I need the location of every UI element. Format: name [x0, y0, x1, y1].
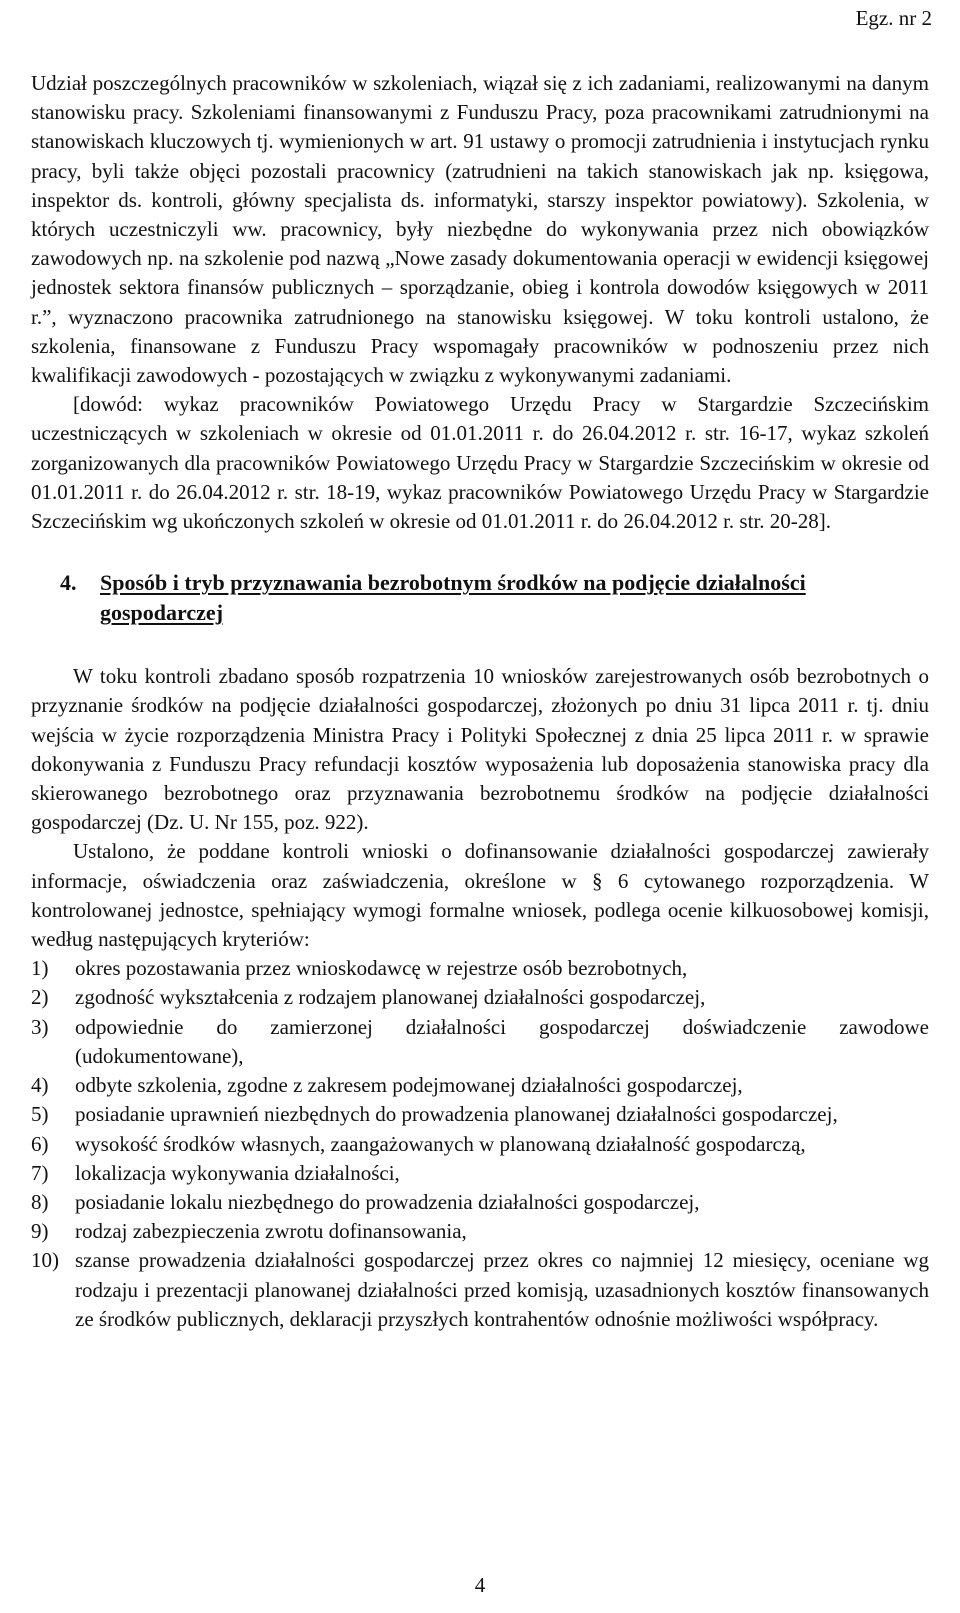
list-item — [31, 1188, 929, 1217]
list-item-number: 5) — [31, 1102, 49, 1127]
list-item-text: odbyte szkolenia, zgodne z zakresem podejmowanej działalności gospodarczej, — [75, 1073, 743, 1098]
list-item — [31, 1130, 929, 1159]
copy-number-label: Egz. nr 2 — [855, 6, 932, 30]
list-item-text: wysokość środków własnych, zaangażowanych w planowaną działalność gospodarczą, — [75, 1131, 806, 1156]
list-item-number: 9) — [31, 1219, 49, 1244]
list-item-number: 10) — [31, 1248, 59, 1273]
paragraph-findings: Ustalono, że poddane kontroli wnioski o dofinansowanie działalności gospodarczej zawierały informacje, oświadczenia oraz zaświadczenia, określone w § 6 cytowanego rozporządzenia. W kontrolowanej jednostce, spełniający wymogi formalne wniosek, podlega ocenie kilkuosobowej komisji, według następujących kryteriów: — [31, 839, 929, 952]
list-item-text: zgodność wykształcenia z rodzajem planowanej działalności gospodarczej, — [75, 985, 706, 1010]
list-item-text: odpowiednie do zamierzonej działalności gospodarczej doświadczenie zawodowe (udokumentowane), — [75, 1014, 929, 1068]
list-item-text: szanse prowadzenia działalności gospodarczej przez okres co najmniej 12 miesięcy, oceniane wg rodzaju i prezentacji planowanej działalności przed komisją, uzasadnionych kosztów finansowanych ze środków publicznych, deklaracji przyszłych kontrahentów odnośnie możliwości współpracy. — [75, 1248, 929, 1331]
paragraph-training: Udział poszczególnych pracowników w szkoleniach, wiązał się z ich zadaniami, realizowanymi na danym stanowisku pracy. Szkoleniami finansowanymi z Funduszu Pracy, poza pracownikami zatrudnionymi na stanowiskach kluczowych tj. wymienionych w art. 91 ustawy o promocji zatrudnienia i instytucjach rynku pracy, byli także objęci pozostali pracownicy (zatrudnieni na takich stanowiskach jak np. księgowa, inspektor ds. kontroli, główny specjalista ds. informatyki, starszy inspektor powiatowy). Szkolenia, w których uczestniczyli ww. pracownicy, były niezbędne do wykonywania przez nich obowiązków zawodowych np. na szkolenie pod nazwą „Nowe zasady dokumentowania operacji w ewidencji księgowej jednostek sektora finansów publicznych – sporządzanie, obieg i kontrola dowodów księgowych w 2011 r.”, wyznaczono pracownika zatrudnionego na stanowisku księgowej. W toku kontroli ustalono, że szkolenia, finansowane z Funduszu Pracy wspomagały pracowników w podnoszeniu przez nich kwalifikacji zawodowych - pozostających w związku z wykonywanymi zadaniami. — [31, 71, 929, 388]
list-item — [31, 983, 929, 1012]
list-item — [31, 954, 929, 983]
list-item — [31, 1071, 929, 1100]
criteria-list — [31, 954, 929, 1334]
list-item — [31, 1100, 929, 1129]
list-item-text: posiadanie lokalu niezbędnego do prowadzenia działalności gospodarczej, — [75, 1189, 700, 1214]
section-number: 4. — [60, 570, 77, 596]
page-number: 4 — [474, 1573, 486, 1597]
list-item — [31, 1217, 929, 1246]
list-item-number: 1) — [31, 956, 49, 981]
list-item-number: 7) — [31, 1160, 49, 1185]
list-item-number: 4) — [31, 1073, 49, 1098]
list-item-number: 6) — [31, 1131, 49, 1156]
list-item-number: 2) — [31, 985, 49, 1010]
list-item-text: rodzaj zabezpieczenia zwrotu dofinansowania, — [75, 1219, 467, 1244]
paragraph-inspection: W toku kontroli zbadano sposób rozpatrzenia 10 wniosków zarejestrowanych osób bezrobotnych o przyznanie środków na podjęcie działalności gospodarczej, złożonych po dniu 31 lipca 2011 r. tj. dniu wejścia w życie rozporządzenia Ministra Pracy i Polityki Społecznej z dnia 25 lipca 2011 r. w sprawie dokonywania z Funduszu Pracy refundacji kosztów wyposażenia lub doposażenia stanowiska pracy dla skierowanego bezrobotnego oraz przyznawania bezrobotnemu środków na podjęcie działalności gospodarczej (Dz. U. Nr 155, poz. 922). — [31, 664, 929, 835]
list-item — [31, 1159, 929, 1188]
section-heading — [31, 568, 929, 628]
list-item — [31, 1013, 929, 1071]
list-item-text: posiadanie uprawnień niezbędnych do prowadzenia planowanej działalności gospodarczej, — [75, 1102, 838, 1127]
list-item-number: 3) — [31, 1014, 49, 1039]
evidence-note: [dowód: wykaz pracowników Powiatowego Urzędu Pracy w Stargardzie Szczecińskim uczestniczących w szkoleniach w okresie od 01.01.2011 r. do 26.04.2012 r. str. 16-17, wykaz szkoleń zorganizowanych dla pracowników Powiatowego Urzędu Pracy w Stargardzie Szczecińskim w okresie od 01.01.2011 r. do 26.04.2012 r. str. 18-19, wykaz pracowników Powiatowego Urzędu Pracy w Stargardzie Szczecińskim wg ukończonych szkoleń w okresie od 01.01.2011 r. do 26.04.2012 r. str. 20-28]. — [31, 392, 929, 534]
list-item-text: lokalizacja wykonywania działalności, — [75, 1160, 400, 1185]
list-item — [31, 1246, 929, 1334]
section-title: Sposób i tryb przyznawania bezrobotnym środków na podjęcie działalności gospodarczej — [100, 570, 806, 626]
list-item-text: okres pozostawania przez wnioskodawcę w rejestrze osób bezrobotnych, — [75, 956, 688, 981]
list-item-number: 8) — [31, 1189, 49, 1214]
document-body — [31, 69, 929, 1334]
